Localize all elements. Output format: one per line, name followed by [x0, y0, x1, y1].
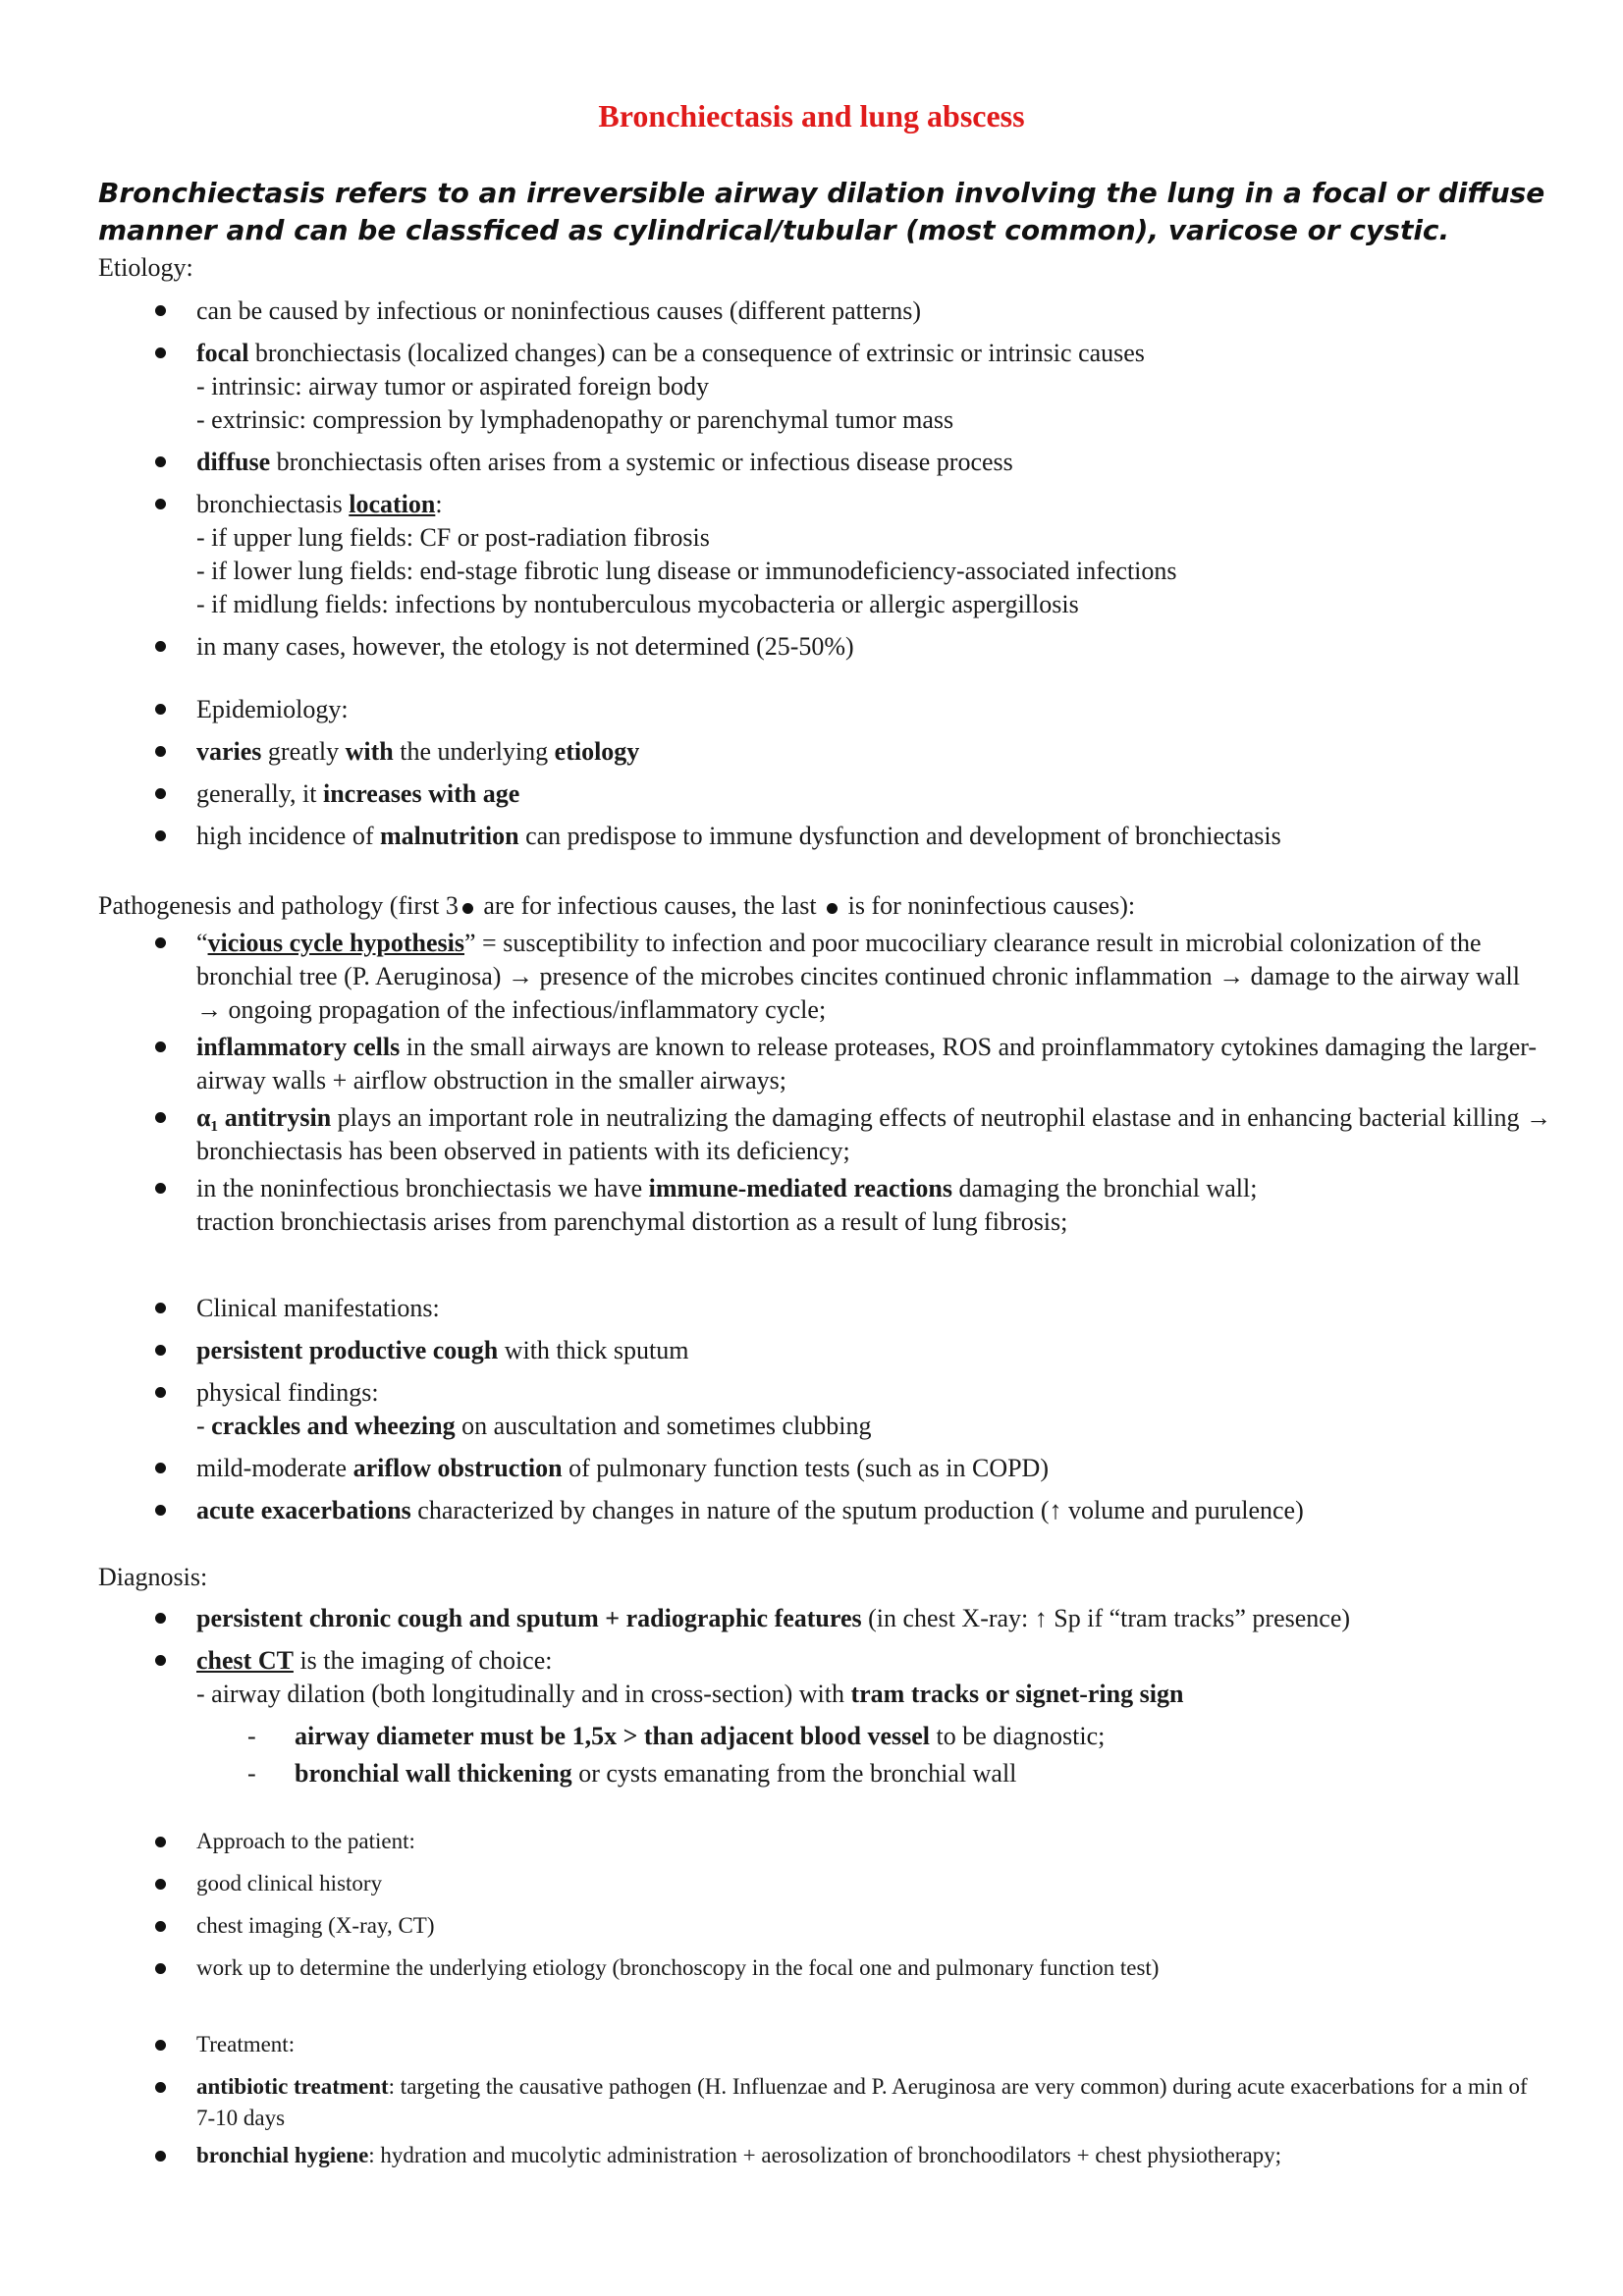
bullet-icon: [155, 1303, 166, 1313]
bullet-icon: [155, 2040, 166, 2051]
bullet-icon: [155, 456, 166, 467]
bullet-icon: [155, 347, 166, 358]
bullet-icon: [462, 903, 473, 914]
bullet-icon: [155, 1183, 166, 1194]
pathogenesis-section: [98, 889, 1551, 1239]
treatment-heading: Treatment:: [196, 2032, 296, 2056]
list-item: inflammatory cells in the small airways are known to release proteases, ROS and proinflammatory cytokines damaging the larger-airway walls + airflow obstruction in the smaller airways;: [98, 1031, 1551, 1097]
list-item: generally, it increases with age: [98, 777, 1551, 811]
bullet-icon: [155, 788, 166, 799]
bullet-icon: [155, 937, 166, 948]
list-item: “vicious cycle hypothesis” = susceptibility to infection and poor mucociliary clearance result in microbial colonization of the bronchial tree (P. Aeruginosa) → presence of the microbes cincites continued chronic inflammation → damage to the airway wall → ongoing propagation of the infectious/inflammatory cycle;: [98, 927, 1551, 1027]
list-item: bronchiectasis location: - if upper lung fields: CF or post-radiation fibrosis - if lower lung fields: end-stage fibrotic lung disease or immunodeficiency-associated infections - if midlung fields: infections by nontuberculous mycobacteria or allergic aspergillosis: [98, 488, 1551, 621]
bullet-icon: [155, 704, 166, 715]
bullet-icon: [155, 1463, 166, 1473]
list-item: high incidence of malnutrition can predispose to immune dysfunction and development of bronchiectasis: [98, 820, 1551, 853]
list-item: persistent productive cough with thick sputum: [98, 1334, 1551, 1367]
list-item: α₁ antitrysin plays an important role in neutralizing the damaging effects of neutrophil elastase and in enhancing bacterial killing → bronchiectasis has been observed in patients with its deficiency;: [98, 1101, 1551, 1168]
list-item: persistent chronic cough and sputum + radiographic features (in chest X-ray: ↑ Sp if “tram tracks” presence): [98, 1602, 1551, 1635]
bullet-icon: [155, 641, 166, 652]
list-item: [98, 693, 1551, 726]
list-item: antibiotic treatment: targeting the causative pathogen (H. Influenzae and P. Aeruginosa are very common) during acute exacerbations for a min of 7-10 days: [98, 2071, 1551, 2134]
etiology-section: [98, 251, 1551, 672]
bullet-icon: [155, 746, 166, 757]
bullet-icon: [155, 1112, 166, 1123]
clinical-heading: Clinical manifestations:: [196, 1294, 440, 1322]
list-item: good clinical history: [98, 1868, 1551, 1899]
bullet-icon: [155, 830, 166, 841]
approach-heading: Approach to the patient:: [196, 1829, 415, 1853]
bullet-icon: [155, 2151, 166, 2162]
list-item: acute exacerbations characterized by changes in nature of the sputum production (↑ volume and purulence): [98, 1494, 1551, 1527]
bullet-icon: [155, 305, 166, 316]
bullet-icon: [155, 1655, 166, 1666]
list-item: diffuse bronchiectasis often arises from a systemic or infectious disease process: [98, 446, 1551, 479]
bullet-icon: [155, 1613, 166, 1624]
bullet-icon: [155, 1345, 166, 1356]
approach-section: [98, 1826, 1551, 1984]
bullet-icon: [155, 1387, 166, 1398]
list-item: chest CT is the imaging of choice: - airway dilation (both longitudinally and in cross-section) with tram tracks or signet-ring sign: [98, 1644, 1551, 1711]
list-item: mild-moderate ariflow obstruction of pulmonary function tests (such as in COPD): [98, 1452, 1551, 1485]
list-item: can be caused by infectious or noninfectious causes (different patterns): [98, 294, 1551, 328]
etiology-heading: Etiology:: [98, 253, 193, 282]
list-item: bronchial hygiene: hydration and mucolytic administration + aerosolization of bronchoodilators + chest physiotherapy;: [98, 2140, 1551, 2171]
diagnosis-heading: Diagnosis:: [98, 1563, 208, 1591]
pathogenesis-heading: Pathogenesis and pathology (first 3 are for infectious causes, the last is for noninfectious causes):: [98, 891, 1136, 920]
bullet-icon: [827, 903, 838, 914]
list-item: in many cases, however, the etology is not determined (25-50%): [98, 630, 1551, 664]
bullet-icon: [155, 499, 166, 509]
bullet-icon: [155, 1837, 166, 1847]
list-item: varies greatly with the underlying etiology: [98, 735, 1551, 769]
diagnosis-section: [98, 1561, 1551, 1790]
list-item: [98, 2029, 1551, 2060]
list-item: focal bronchiectasis (localized changes) can be a consequence of extrinsic or intrinsic causes - intrinsic: airway tumor or aspirated foreign body - extrinsic: compression by lymphadenopathy or parenchymal tumor mass: [98, 337, 1551, 437]
list-item: in the noninfectious bronchiectasis we have immune-mediated reactions damaging the bronchial wall; traction bronchiectasis arises from parenchymal distortion as a result of lung fibrosis;: [98, 1172, 1551, 1239]
bullet-icon: [155, 1921, 166, 1932]
bullet-icon: [155, 2082, 166, 2093]
list-item: [98, 1292, 1551, 1325]
list-item: physical findings: - crackles and wheezing on auscultation and sometimes clubbing: [98, 1376, 1551, 1443]
epidemiology-section: [98, 693, 1551, 862]
list-item: chest imaging (X-ray, CT): [98, 1910, 1551, 1942]
epidemiology-heading: Epidemiology:: [196, 695, 349, 723]
intro-paragraph: Bronchiectasis refers to an irreversible airway dilation involving the lung in a focal or diffuse manner and can be classficed as cylindrical/tubular (most common), varicose or cystic.: [98, 177, 1545, 246]
bullet-icon: [155, 1963, 166, 1974]
treatment-section: [98, 2029, 1551, 2171]
list-item: - bronchial wall thickening or cysts emanating from the bronchial wall: [247, 1759, 1017, 1788]
bullet-icon: [155, 1041, 166, 1052]
clinical-section: [98, 1292, 1551, 1536]
page-title: Bronchiectasis and lung abscess: [598, 98, 1025, 133]
list-item: work up to determine the underlying etiology (bronchoscopy in the focal one and pulmonary function test): [98, 1952, 1551, 1984]
bullet-icon: [155, 1879, 166, 1890]
list-item: [98, 1826, 1551, 1857]
list-item: - airway diameter must be 1,5x > than adjacent blood vessel to be diagnostic;: [247, 1722, 1106, 1750]
bullet-icon: [155, 1505, 166, 1516]
